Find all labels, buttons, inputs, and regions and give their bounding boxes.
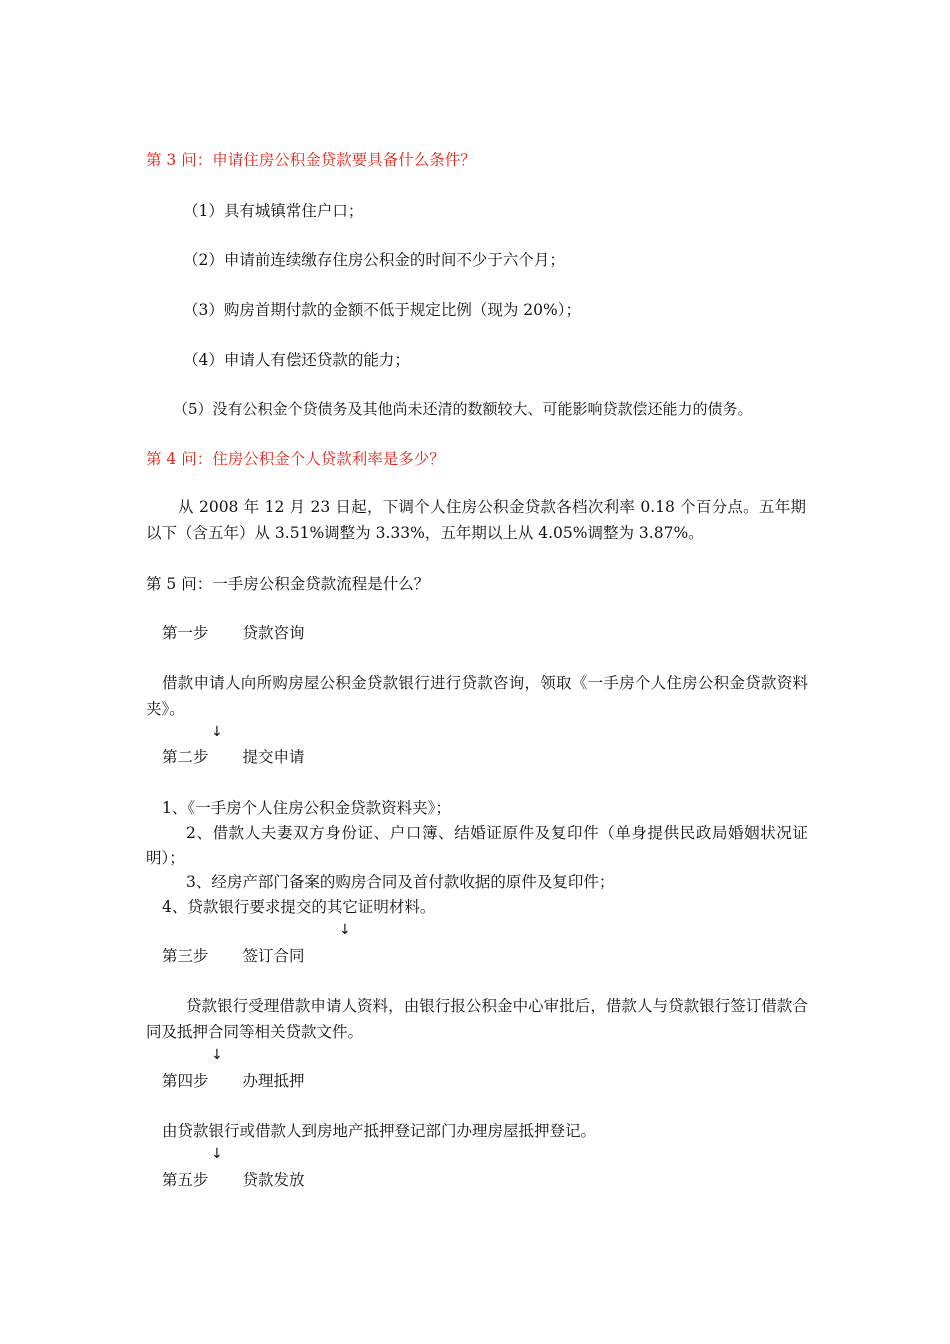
condition-item-4: （4）申请人有偿还贷款的能力； — [183, 351, 410, 369]
step-name: 第五步 — [162, 1171, 209, 1189]
step-1-heading — [162, 622, 305, 644]
interest-rate-paragraph: 从 2008 年 12 月 23 日起，下调个人住房公积金贷款各档次利率 0.18 个百分点。五年期以下（含五年）从 3.51%调整为 3.33%，五年期以上从 4.05%调整为 3.87%。 — [146, 498, 806, 542]
down-arrow-icon: ↓ — [211, 1146, 223, 1162]
question-5-title: 第 5 问：一手房公积金贷款流程是什么？ — [146, 575, 430, 593]
step-name: 第一步 — [162, 624, 209, 642]
down-arrow-icon: ↓ — [339, 922, 351, 938]
condition-item-3: （3）购房首期付款的金额不低于规定比例（现为 20%）； — [183, 301, 581, 319]
step-name: 第二步 — [162, 748, 209, 766]
step-action: 贷款咨询 — [242, 624, 305, 642]
step-3-description: 贷款银行受理借款申请人资料，由银行报公积金中心审批后，借款人与贷款银行签订借款合同及抵押合同等相关贷款文件。 — [146, 997, 808, 1041]
step-5-heading — [162, 1169, 305, 1191]
condition-item-2: （2）申请前连续缴存住房公积金的时间不少于六个月； — [183, 251, 565, 269]
step-4-description: 由贷款银行或借款人到房地产抵押登记部门办理房屋抵押登记。 — [162, 1122, 597, 1140]
step-4-heading — [162, 1070, 305, 1092]
step-action: 签订合同 — [242, 947, 305, 965]
required-doc-4: 4、贷款银行要求提交的其它证明材料。 — [162, 898, 436, 916]
required-doc-3: 3、经房产部门备案的购房合同及首付款收据的原件及复印件； — [186, 873, 615, 891]
required-doc-1: 1、《一手房个人住房公积金贷款资料夹》； — [162, 799, 451, 817]
step-1-description: 借款申请人向所购房屋公积金贷款银行进行贷款咨询，领取《一手房个人住房公积金贷款资料夹》。 — [146, 674, 808, 718]
step-name: 第三步 — [162, 947, 209, 965]
down-arrow-icon: ↓ — [211, 724, 223, 740]
question-3-title: 第 3 问：申请住房公积金贷款要具备什么条件？ — [146, 151, 476, 169]
condition-item-1: （1）具有城镇常住户口； — [183, 202, 364, 220]
question-4-title: 第 4 问：住房公积金个人贷款利率是多少？ — [146, 450, 445, 468]
condition-item-5: （5）没有公积金个贷债务及其他尚未还清的数额较大、可能影响贷款偿还能力的债务。 — [173, 400, 753, 418]
step-name: 第四步 — [162, 1072, 209, 1090]
required-doc-2: 2、借款人夫妻双方身份证、户口簿、结婚证原件及复印件（单身提供民政局婚姻状况证明）； — [146, 824, 808, 867]
step-action: 提交申请 — [242, 748, 305, 766]
step-3-heading — [162, 945, 305, 967]
down-arrow-icon: ↓ — [211, 1047, 223, 1063]
step-action: 办理抵押 — [242, 1072, 305, 1090]
step-2-heading — [162, 746, 305, 768]
step-action: 贷款发放 — [242, 1171, 305, 1189]
